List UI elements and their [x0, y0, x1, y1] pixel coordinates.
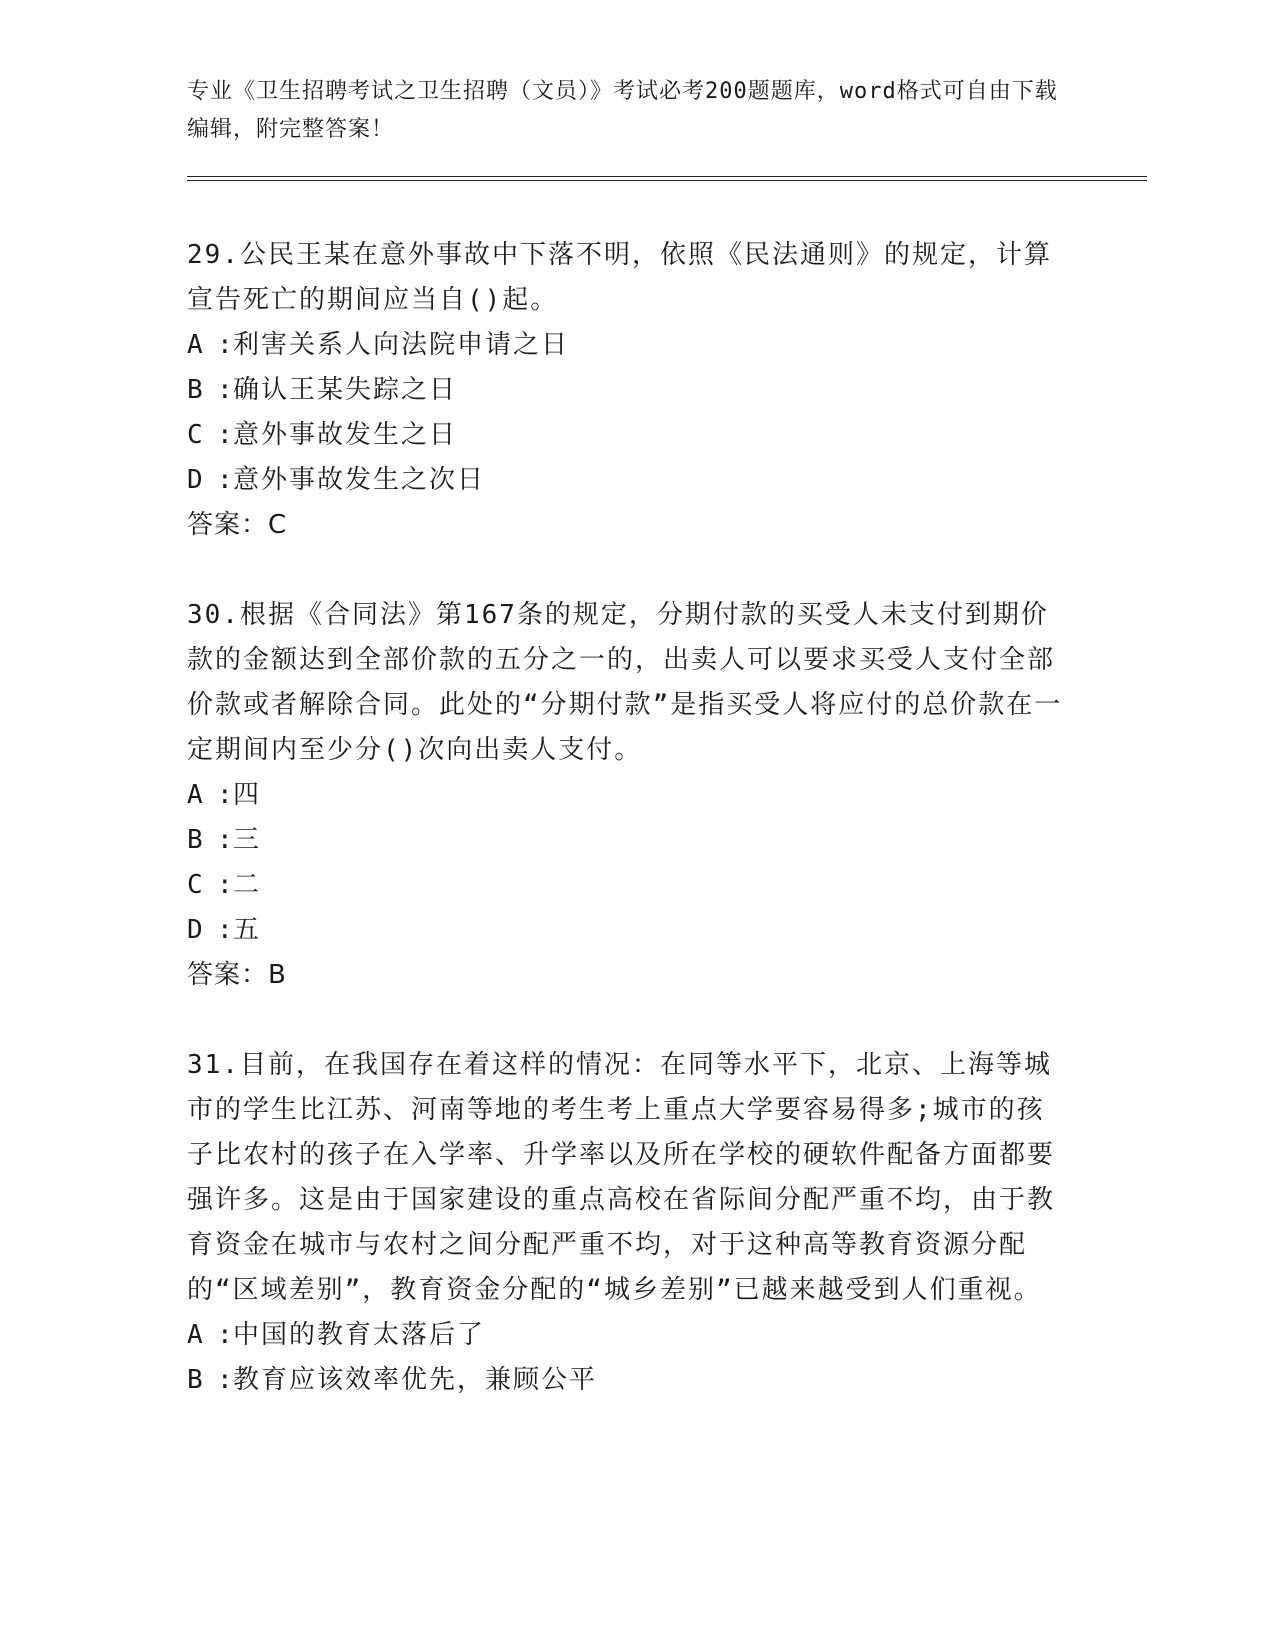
option-b: B :确认王某失踪之日	[187, 368, 1067, 413]
option-a: A :利害关系人向法院申请之日	[187, 323, 1067, 368]
option-text: 确认王某失踪之日	[233, 375, 458, 405]
option-letter: B	[187, 1365, 205, 1395]
question-30	[187, 593, 1067, 998]
option-d: D :五	[187, 908, 1067, 953]
option-text: 二	[233, 870, 262, 900]
question-31	[187, 1043, 1067, 1403]
option-letter: D	[187, 465, 205, 495]
option-a: A :中国的教育太落后了	[187, 1313, 1067, 1358]
option-text: 意外事故发生之日	[233, 420, 458, 450]
question-stem: 30.根据《合同法》第167条的规定，分期付款的买受人未支付到期价款的金额达到全部价款的五分之一的，出卖人可以要求买受人支付全部价款或者解除合同。此处的“分期付款”是指买受人将应付的总价款在一定期间内至少分()次向出卖人支付。	[187, 600, 1063, 765]
question-stem: 31.目前，在我国存在着这样的情况：在同等水平下，北京、上海等城市的学生比江苏、河南等地的考生考上重点大学要容易得多;城市的孩子比农村的孩子在入学率、升学率以及所在学校的硬软件配备方面都要强许多。这是由于国家建设的重点高校在省际间分配严重不均，由于教育资金在城市与农村之间分配严重不均，对于这种高等教育资源分配的“区域差别”，教育资金分配的“城乡差别”已越来越受到人们重视。	[187, 1050, 1056, 1305]
option-letter: A	[187, 330, 205, 360]
option-letter: C	[187, 870, 205, 900]
document-header: 专业《卫生招聘考试之卫生招聘（文员）》考试必考200题题库，word格式可自由下载编辑，附完整答案！	[187, 79, 1058, 142]
header-divider	[187, 176, 1147, 181]
option-text: 利害关系人向法院申请之日	[233, 330, 570, 360]
option-letter: D	[187, 915, 205, 945]
option-text: 五	[233, 915, 262, 945]
answer-line: 答案：B	[187, 960, 287, 990]
option-letter: A	[187, 780, 205, 810]
question-stem: 29.公民王某在意外事故中下落不明，依照《民法通则》的规定，计算宣告死亡的期间应当自()起。	[187, 240, 1052, 315]
option-b: B :教育应该效率优先，兼顾公平	[187, 1358, 1067, 1403]
option-text: 四	[233, 780, 262, 810]
option-letter: B	[187, 825, 205, 855]
option-text: 中国的教育太落后了	[233, 1320, 486, 1350]
option-a: A :四	[187, 773, 1067, 818]
option-letter: C	[187, 420, 205, 450]
option-text: 意外事故发生之次日	[233, 465, 486, 495]
option-b: B :三	[187, 818, 1067, 863]
option-c: C :意外事故发生之日	[187, 413, 1067, 458]
option-letter: B	[187, 375, 205, 405]
option-d: D :意外事故发生之次日	[187, 458, 1067, 503]
question-29	[187, 233, 1067, 548]
option-c: C :二	[187, 863, 1067, 908]
option-letter: A	[187, 1320, 205, 1350]
answer-line: 答案：C	[187, 510, 288, 540]
option-text: 三	[233, 825, 262, 855]
option-text: 教育应该效率优先，兼顾公平	[233, 1365, 598, 1395]
